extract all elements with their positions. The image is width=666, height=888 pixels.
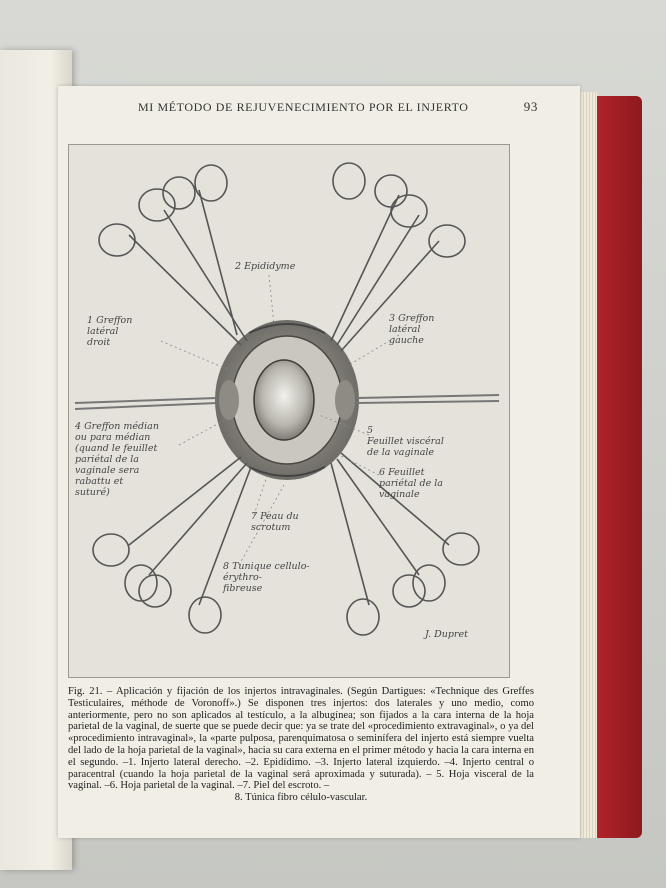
running-title: MI MÉTODO DE REJUVENECIMIENTO POR EL INJERTO bbox=[138, 100, 469, 114]
illustration-plate bbox=[68, 144, 510, 678]
artist-signature: J. Dupret bbox=[425, 629, 468, 640]
label-6-feuillet-parietal: 6 Feuillet pariétal de la vaginale bbox=[379, 467, 443, 500]
page-number: 93 bbox=[523, 99, 538, 114]
caption-last-line: 8. Túnica fibro célulo-vascular. bbox=[234, 792, 368, 804]
label-7-peau-du-scrotum: 7 Peau du scrotum bbox=[251, 511, 299, 533]
label-3-greffon-lateral-gauche: 3 Greffon latéral gauche bbox=[389, 313, 435, 346]
book-page bbox=[58, 86, 580, 838]
label-8-tunique: 8 Tunique cellulo- érythro- fibreuse bbox=[223, 561, 310, 594]
label-1-greffon-lateral-droit: 1 Greffon latéral droit bbox=[87, 315, 133, 348]
label-4-greffon-median: 4 Greffon médian ou para médian (quand le feuillet pariétal de la vaginale sera rabattu et suturé) bbox=[75, 421, 159, 498]
label-2-epididyme: 2 Epididyme bbox=[235, 261, 296, 272]
figure-caption bbox=[68, 686, 534, 804]
caption-text: Fig. 21. – Aplicación y fijación de los injertos intravaginales. (Según Dartigues: «Technique des Greffes Testiculaires, méthode de Voronoff».) Se disponen tres injertos: dos laterales y uno medio, como anteriormente, pero no son aplicados al testículo, a la albugínea; son fijados a la cara interna de la hoja parietal de la vaginal, de suerte que se puede decir que: ya se trate del «procedimiento extravaginal», o ya del «procedimiento intravaginal», la «parte pulposa, parenquimatosa o seminífera del injerto está siempre vuelta del lado de la hoja parietal de la vaginal», hacia su cara externa en el primer método y hacia la cara interna en el segundo. –1. Injerto lateral derecho. –2. Epidídimo. –3. Injerto lateral izquierdo. –4. Injerto central o paracentral (cuando la hoja parietal de la vaginal será aproximada y suturada). – 5. Hoja visceral de la vaginal. –6. Hoja parietal de la vaginal. –7. Piel del escroto. – bbox=[68, 686, 534, 792]
surgical-illustration bbox=[69, 145, 509, 677]
label-5-feuillet-visceral: 5 Feuillet viscéral de la vaginale bbox=[367, 425, 444, 458]
